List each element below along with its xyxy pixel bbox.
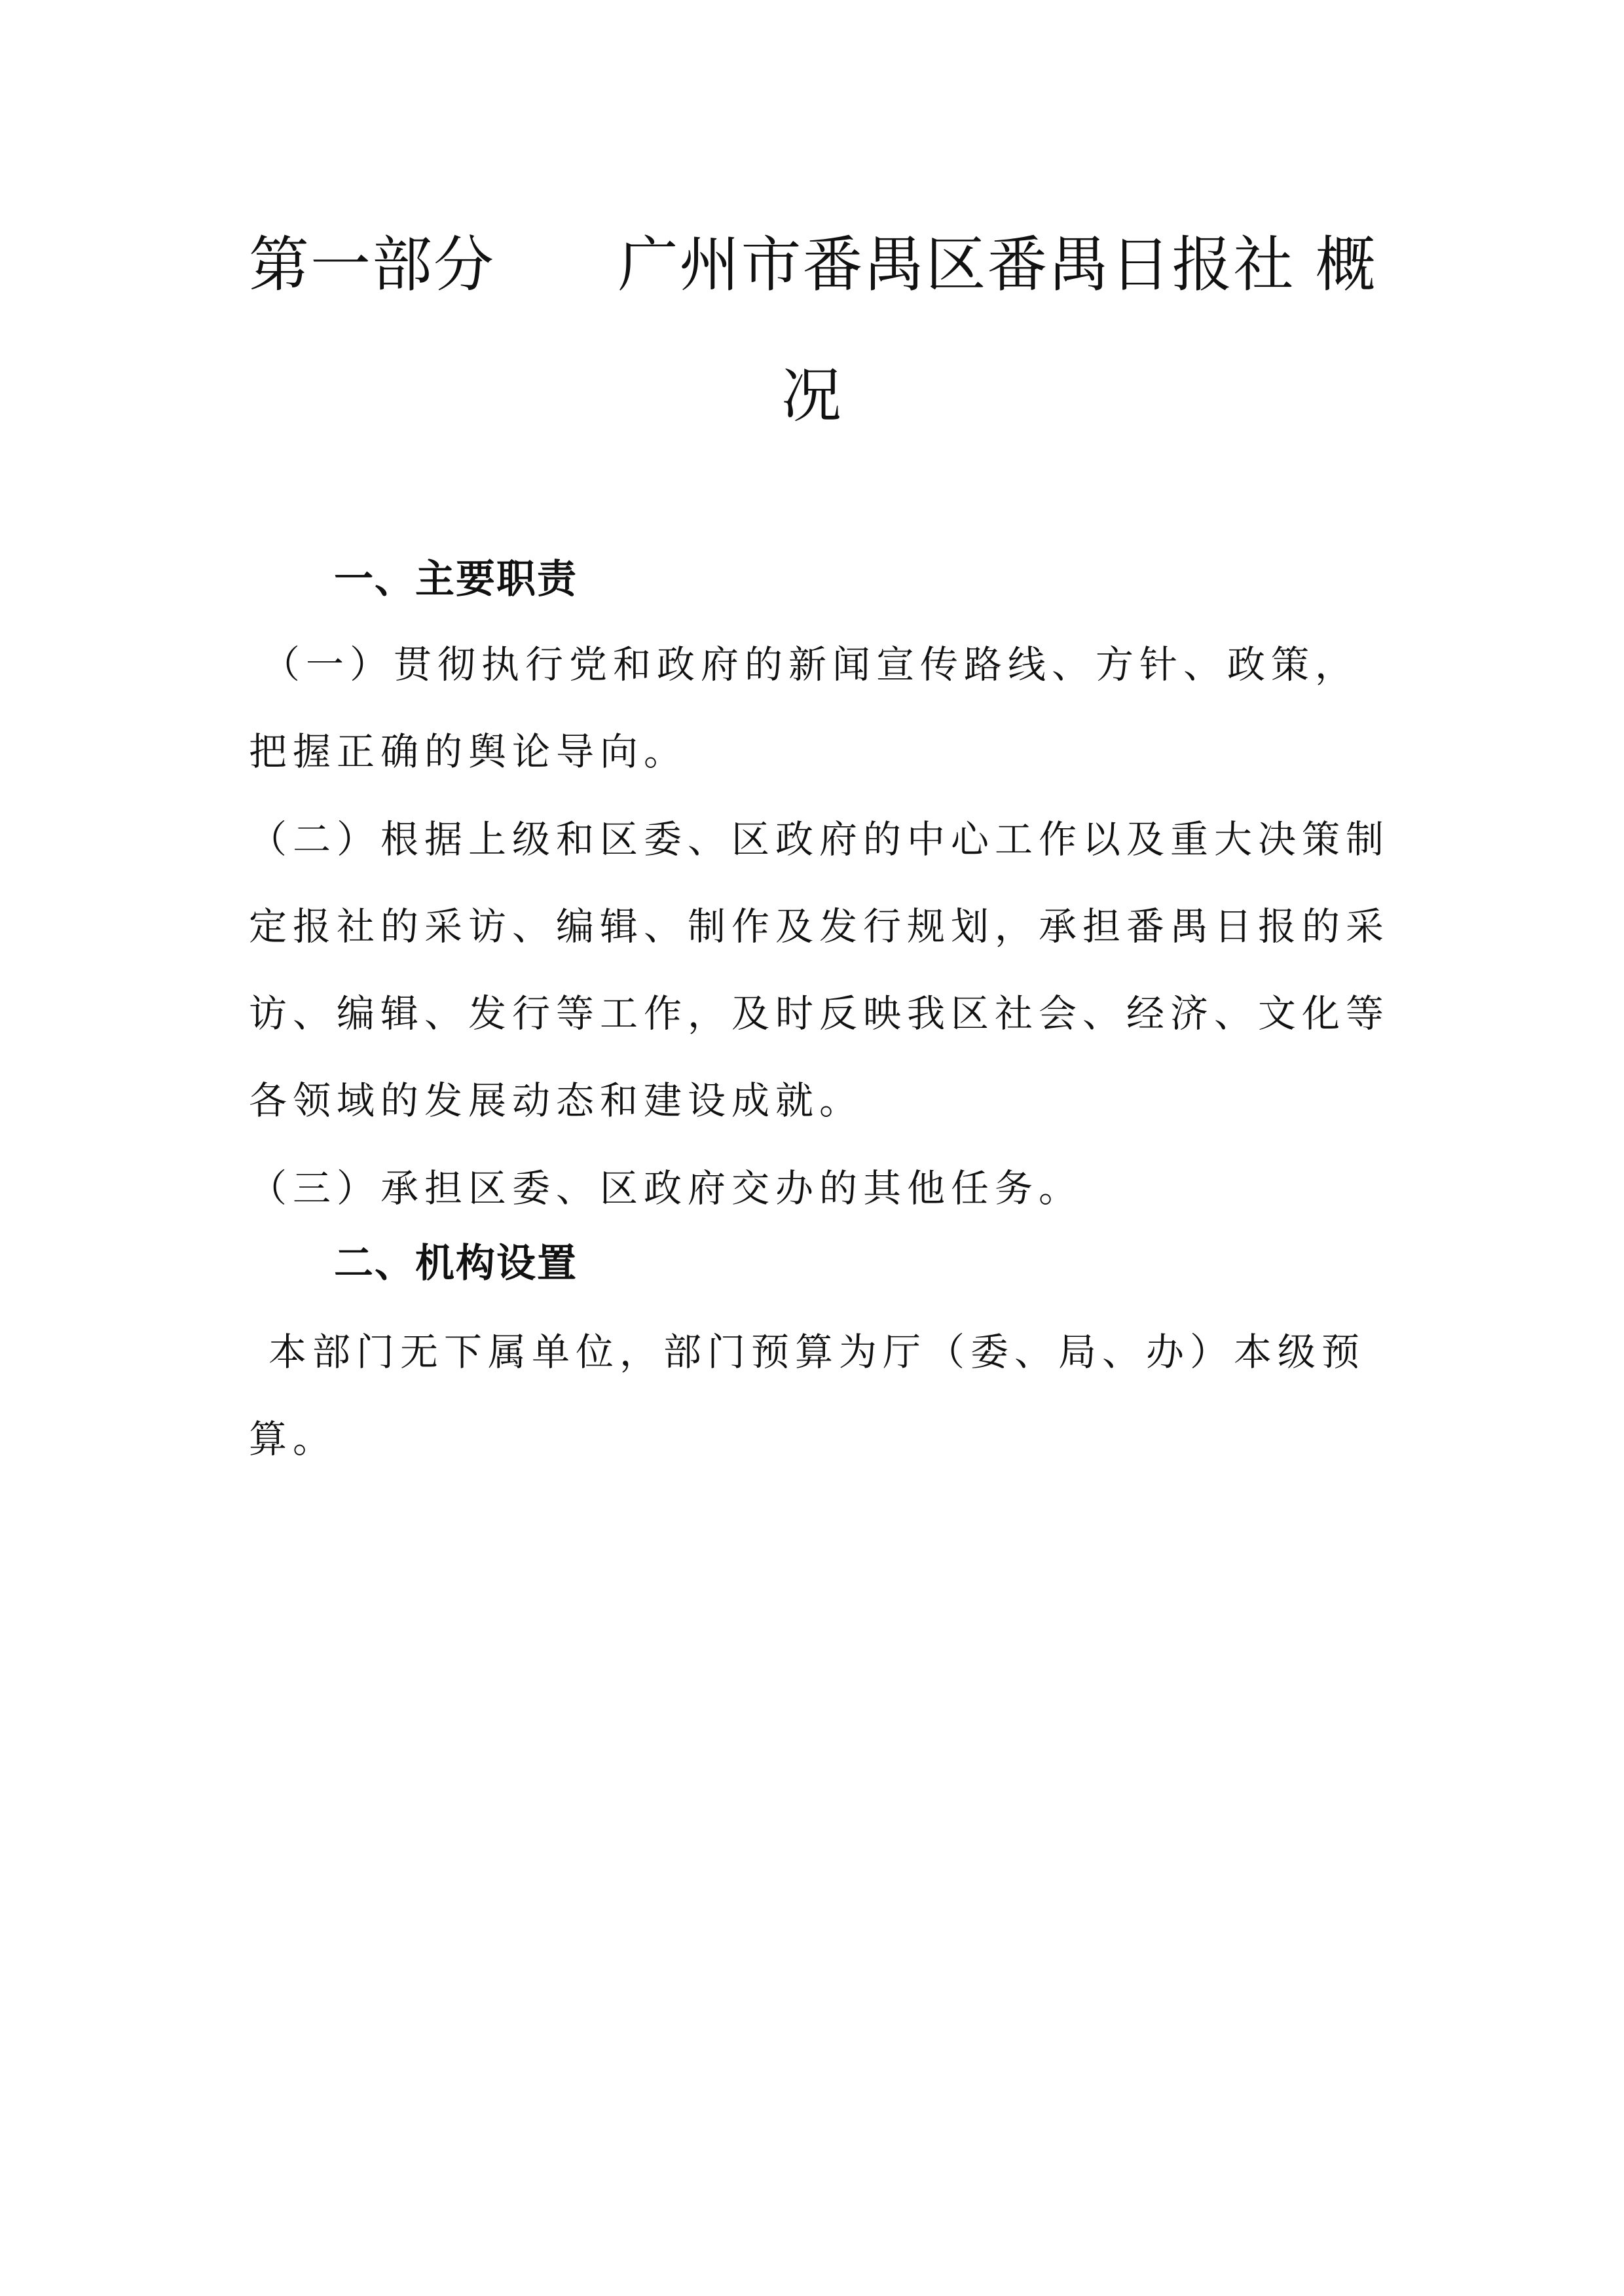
paragraph-line: 访、编辑、发行等工作，及时反映我区社会、经济、文化等 (249, 991, 1390, 1036)
paragraph-line: （二）根据上级和区委、区政府的中心工作以及重大决策制 (249, 817, 1390, 862)
paragraph-line: 算。 (249, 1417, 337, 1461)
document-title-line-2: 况 (781, 361, 843, 431)
document-title-line-1: 第一部分 广州市番禺区番禺日报社 概 (249, 230, 1377, 300)
paragraph-line: （三）承担区委、区政府交办的其他任务。 (249, 1166, 1083, 1211)
paragraph-line: 本部门无下属单位，部门预算为厅（委、局、办）本级预 (268, 1330, 1366, 1374)
paragraph-line: 各领域的发展动态和建设成就。 (249, 1078, 864, 1123)
paragraph-line: 把握正确的舆论导向。 (249, 729, 688, 774)
paragraph-line: 定报社的采访、编辑、制作及发行规划，承担番禺日报的采 (249, 904, 1390, 949)
paragraph-line: （一）贯彻执行党和政府的新闻宣传路线、方针、政策， (262, 642, 1359, 687)
section-heading-responsibilities: 一、主要职责 (334, 556, 578, 602)
section-heading-organization: 二、机构设置 (334, 1241, 578, 1286)
